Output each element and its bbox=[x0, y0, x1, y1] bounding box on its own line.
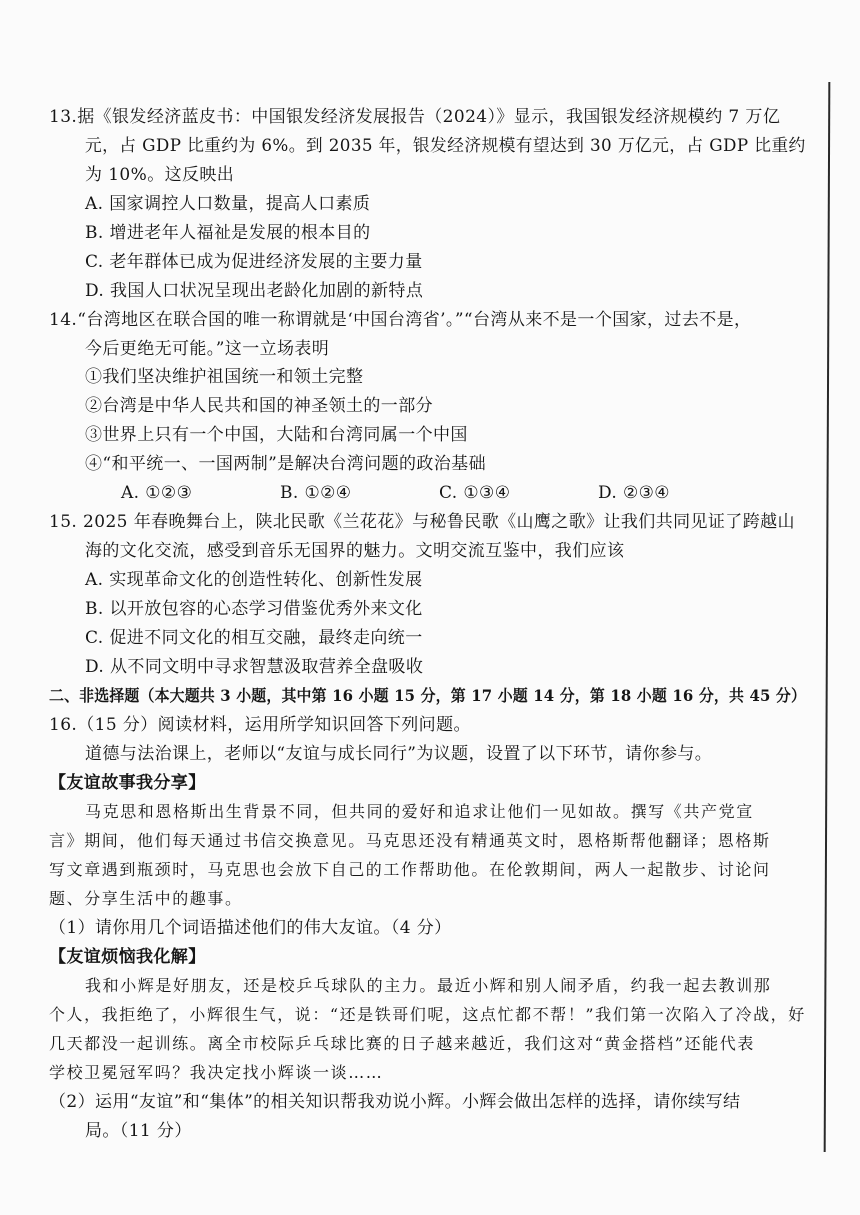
q14-stem-line-1: 14.“台湾地区在联合国的唯一称谓就是‘中国台湾省’。”“台湾从来不是一个国家，过去不是， bbox=[49, 310, 752, 330]
q14-option-d: D. ②③④ bbox=[598, 483, 670, 503]
q16-part2-story-line-4: 学校卫冕冠军吗？我决定找小辉谈一谈…… bbox=[49, 1063, 384, 1082]
section-2-heading: 二、非选择题（本大题共 3 小题，其中第 16 小题 15 分，第 17 小题 14 分，第 18 小题 16 分，共 45 分） bbox=[49, 686, 807, 705]
q15-option-c: C. 促进不同文化的相互交融，最终走向统一 bbox=[85, 628, 423, 648]
q16-part1-story-line-2: 言》期间，他们每天通过书信交换意见。马克思还没有精通英文时，恩格斯帮他翻译；恩格斯 bbox=[49, 831, 771, 850]
q16-sub-question-1: （1）请你用几个词语描述他们的伟大友谊。（4 分） bbox=[49, 918, 452, 938]
q14-options-row bbox=[0, 482, 860, 504]
q15-stem-line-1: 15. 2025 年春晚舞台上，陕北民歌《兰花花》与秘鲁民歌《山鹰之歌》让我们共同见证了跨越山 bbox=[49, 512, 795, 532]
q14-stem-line-2: 今后更绝无可能。”这一立场表明 bbox=[85, 339, 330, 359]
q16-part2-story-line-1: 我和小辉是好朋友，还是校乒乓球队的主力。最近小辉和别人闹矛盾，约我一起去教训那 bbox=[85, 976, 772, 995]
q14-statement-1: ①我们坚决维护祖国统一和领土完整 bbox=[85, 367, 364, 387]
q15-option-a: A. 实现革命文化的创造性转化、创新性发展 bbox=[85, 570, 423, 590]
q16-part2-story-line-2: 个人，我拒绝了，小辉很生气，说：“还是铁哥们呢，这点忙都不帮！”我们第一次陷入了冷战，好 bbox=[49, 1005, 806, 1024]
q16-part1-story-line-3: 写文章遇到瓶颈时，马克思也会放下自己的工作帮助他。在伦敦期间，两人一起散步、讨论问 bbox=[49, 860, 771, 879]
q13-stem-line-2: 元，占 GDP 比重约为 6%。到 2035 年，银发经济规模有望达到 30 万亿元，占 GDP 比重约 bbox=[85, 136, 806, 156]
q13-option-b: B. 增进老年人福祉是发展的根本目的 bbox=[85, 223, 371, 243]
q13-stem-line-3: 为 10%。这反映出 bbox=[85, 165, 235, 185]
q14-option-c: C. ①③④ bbox=[439, 483, 511, 503]
q14-option-b: B. ①②④ bbox=[280, 483, 352, 503]
q16-sub-question-2-line-1: （2）运用“友谊”和“集体”的相关知识帮我劝说小辉。小辉会做出怎样的选择，请你续写结 bbox=[49, 1092, 741, 1112]
q13-option-c: C. 老年群体已成为促进经济发展的主要力量 bbox=[85, 252, 423, 272]
q16-part2-story-line-3: 几天都没一起训练。离全市校际乒乓球比赛的日子越来越近，我们这对“黄金搭档”还能代表 bbox=[49, 1034, 755, 1053]
q16-part1-story-line-1: 马克思和恩格斯出生背景不同，但共同的爱好和追求让他们一见如故。撰写《共产党宣 bbox=[85, 802, 754, 821]
q14-statement-4: ④“和平统一、一国两制”是解决台湾问题的政治基础 bbox=[85, 454, 486, 474]
q13-stem-line-1: 13.据《银发经济蓝皮书：中国银发经济发展报告（2024）》显示，我国银发经济规模约 7 万亿 bbox=[49, 107, 781, 127]
q15-option-b: B. 以开放包容的心态学习借鉴优秀外来文化 bbox=[85, 599, 423, 619]
q16-title: 16.（15 分）阅读材料，运用所学知识回答下列问题。 bbox=[49, 715, 471, 735]
q13-option-d: D. 我国人口状况呈现出老龄化加剧的新特点 bbox=[85, 281, 424, 301]
q16-sub-question-2-line-2: 局。（11 分） bbox=[85, 1121, 192, 1141]
q16-part1-heading: 【友谊故事我分享】 bbox=[49, 773, 206, 793]
q15-stem-line-2: 海的文化交流，感受到音乐无国界的魅力。文明交流互鉴中，我们应该 bbox=[85, 541, 625, 561]
q13-option-a: A. 国家调控人口数量，提高人口素质 bbox=[85, 194, 371, 214]
q14-option-a: A. ①②③ bbox=[121, 483, 193, 503]
q14-statement-3: ③世界上只有一个中国，大陆和台湾同属一个中国 bbox=[85, 425, 468, 445]
q15-option-d: D. 从不同文明中寻求智慧汲取营养全盘吸收 bbox=[85, 657, 424, 677]
q16-part1-story-line-4: 题、分享生活中的趣事。 bbox=[49, 889, 243, 908]
q16-intro: 道德与法治课上，老师以“友谊与成长同行”为议题，设置了以下环节，请你参与。 bbox=[85, 744, 713, 764]
q16-part2-heading: 【友谊烦恼我化解】 bbox=[49, 947, 206, 967]
q14-statement-2: ②台湾是中华人民共和国的神圣领土的一部分 bbox=[85, 396, 433, 416]
